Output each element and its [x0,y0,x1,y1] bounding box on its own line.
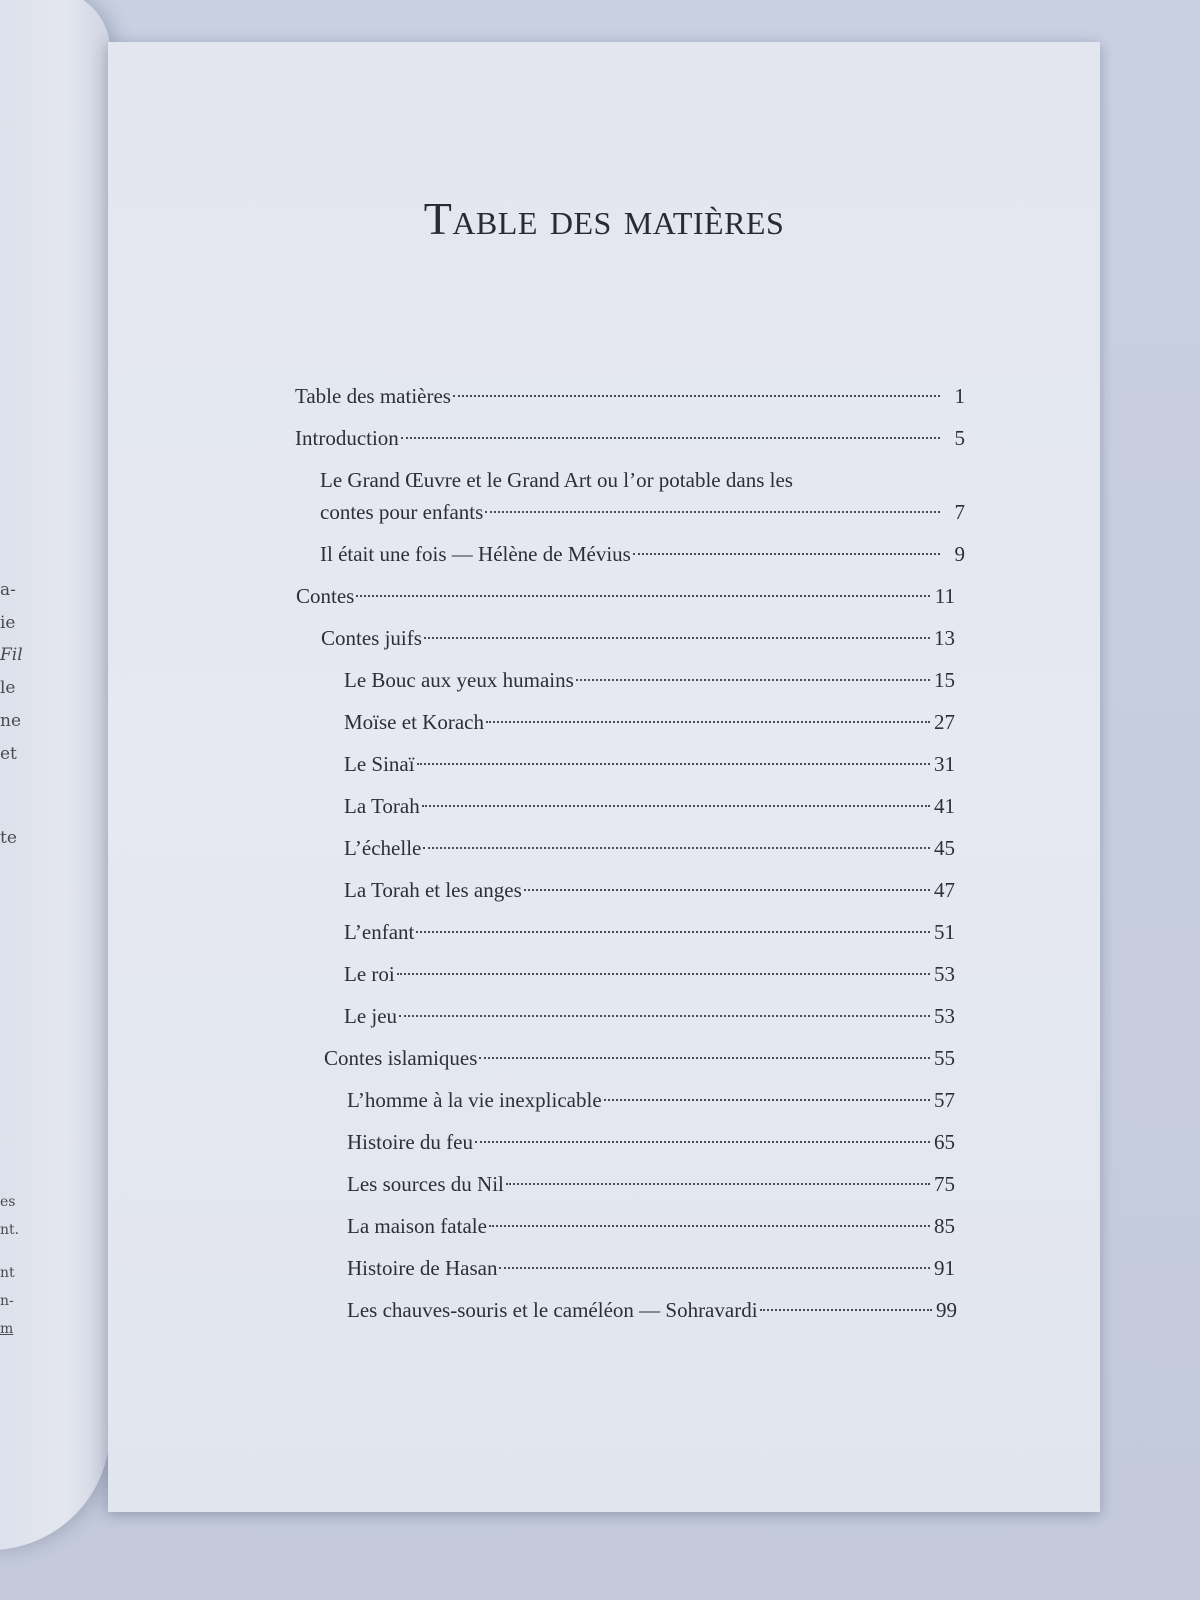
toc-entry-page: 41 [934,794,955,818]
toc-entry-label: Introduction [295,426,399,450]
book-page [108,42,1100,1512]
toc-entry-label: contes pour enfants [320,500,484,524]
toc-entry-page: 91 [934,1256,955,1280]
toc-entry [347,1126,955,1158]
facing-text-fragment: nt. [0,1222,20,1238]
toc-entry-label: La Torah et les anges [344,878,522,902]
toc-entry [344,874,955,906]
toc-entry-label: Histoire de Hasan [347,1256,498,1280]
toc-entry-page: 53 [934,1004,955,1028]
toc-entry [344,1000,955,1032]
dot-leader [499,1267,930,1269]
toc-entry-label: Table des matières [295,384,451,408]
toc-entry-page: 75 [934,1172,955,1196]
toc-entry-page: 99 [936,1298,957,1322]
toc-entry [295,422,965,454]
toc-entry-label: Le roi [344,962,395,986]
dot-leader [424,637,930,639]
page-title: Table des matières [423,193,785,244]
toc-entry-page: 55 [934,1046,955,1070]
dot-leader [453,395,940,397]
toc-entry-page: 45 [934,836,955,860]
toc-entry [320,538,965,570]
toc-entry-page: 1 [954,384,965,408]
facing-text-fragment: ne [0,711,22,731]
dot-leader [475,1141,930,1143]
dot-leader [506,1183,930,1185]
facing-text-fragment: ie [0,613,16,633]
facing-text-fragment: le [0,678,16,698]
dot-leader [604,1099,930,1101]
facing-text-fragment: et [0,744,17,764]
toc-entry-label: La maison fatale [347,1214,487,1238]
toc-entry-page: 57 [934,1088,955,1112]
dot-leader [416,931,930,933]
dot-leader [489,1225,930,1227]
facing-text-fragment: Fil [0,645,23,665]
toc-entry-label: Les chauves-souris et le caméléon — Sohravardi [347,1298,758,1322]
dot-leader [633,553,940,555]
toc-entry [320,464,965,528]
toc-entry [296,580,955,612]
toc-entry-page: 13 [934,626,955,650]
toc-entry [295,380,965,412]
toc-entry [347,1168,955,1200]
toc-entry [344,748,955,780]
toc-entry-label: Le jeu [344,1004,398,1028]
dot-leader [423,847,930,849]
toc-entry [321,622,955,654]
dot-leader [760,1309,932,1311]
toc-entry-page: 85 [934,1214,955,1238]
toc-entry-label: L’échelle [344,836,422,860]
toc-entry-label: Contes islamiques [324,1046,478,1070]
dot-leader [524,889,930,891]
toc-entry [344,958,955,990]
toc-entry-page: 51 [934,920,955,944]
toc-entry-label: L’enfant [344,920,415,944]
toc-entry [347,1294,957,1326]
toc-entry-page: 53 [934,962,955,986]
toc-entry [347,1252,955,1284]
facing-text-fragment: m [0,1321,14,1337]
dot-leader [401,437,940,439]
toc-entry [344,664,955,696]
dot-leader [485,511,940,513]
toc-entry-label: L’homme à la vie inexplicable [347,1088,602,1112]
toc-entry-label-line1: Le Grand Œuvre et le Grand Art ou l’or potable dans les [320,468,793,492]
toc-entry-label: Les sources du Nil [347,1172,504,1196]
dot-leader [422,805,930,807]
toc-entry-label: Moïse et Korach [344,710,484,734]
dot-leader [486,721,930,723]
toc-entry-page: 65 [934,1130,955,1154]
toc-entry [344,790,955,822]
facing-page-edge [0,0,110,1550]
toc-entry-page: 11 [934,584,955,608]
dot-leader [397,973,930,975]
toc-entry-label: Contes juifs [321,626,422,650]
toc-entry-label: Contes [296,584,355,608]
toc-entry-label: Le Bouc aux yeux humains [344,668,574,692]
dot-leader [417,763,930,765]
facing-text-fragment: es [0,1194,16,1210]
toc-entry-label: Histoire du feu [347,1130,473,1154]
facing-text-fragment: nt [0,1265,15,1281]
dot-leader [479,1057,930,1059]
toc-entry [344,916,955,948]
facing-text-fragment: a- [0,580,16,600]
toc-entry [344,706,955,738]
toc-entry-page: 15 [934,668,955,692]
toc-entry-label: La Torah [344,794,420,818]
toc-entry-page: 27 [934,710,955,734]
toc-entry-page: 31 [934,752,955,776]
dot-leader [356,595,930,597]
facing-text-fragment: te [0,828,17,848]
facing-text-fragment: n- [0,1293,14,1309]
toc-entry [324,1042,955,1074]
toc-entry [347,1210,955,1242]
table-of-contents [108,42,1100,1512]
toc-entry-page: 7 [954,500,965,524]
toc-entry-label: Le Sinaï [344,752,415,776]
toc-entry-page: 47 [934,878,955,902]
toc-entry [347,1084,955,1116]
dot-leader [399,1015,930,1017]
toc-entry [344,832,955,864]
toc-entry-label: Il était une fois — Hélène de Mévius [320,542,631,566]
dot-leader [576,679,930,681]
toc-entry-page: 5 [954,426,965,450]
toc-entry-page: 9 [954,542,965,566]
